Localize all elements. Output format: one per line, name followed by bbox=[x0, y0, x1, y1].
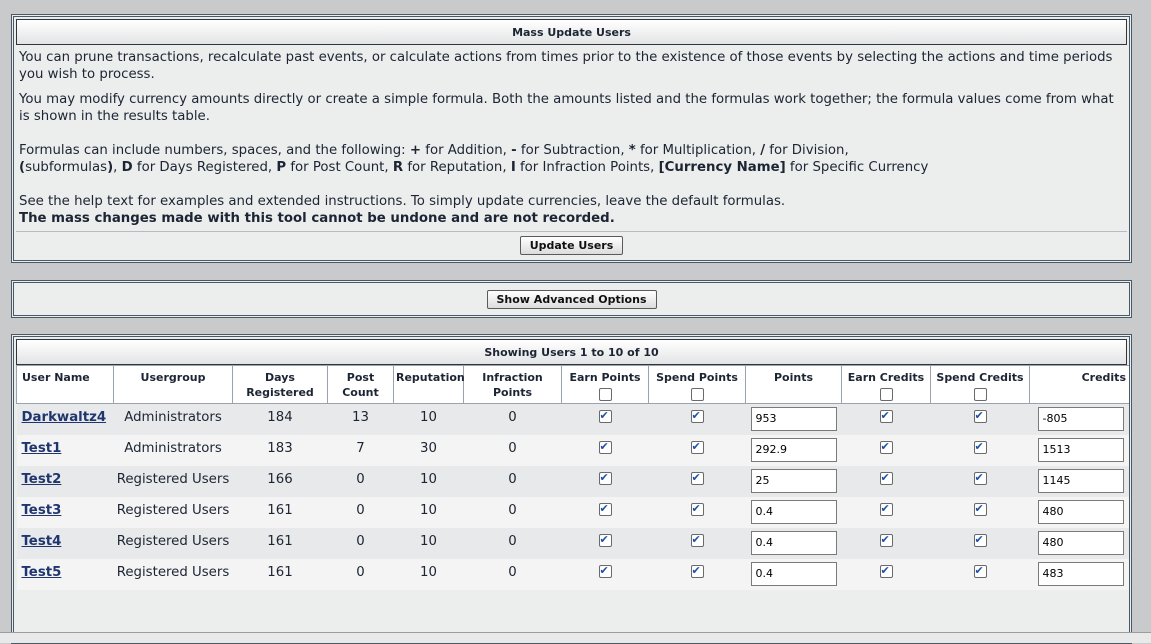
earn-points-cell bbox=[562, 435, 649, 466]
spend-points-cell bbox=[649, 403, 746, 435]
spend-points-cell bbox=[649, 497, 746, 528]
points-input[interactable] bbox=[751, 438, 837, 462]
usergroup-cell: Registered Users bbox=[114, 559, 233, 590]
spend-credits-cell bbox=[931, 466, 1030, 497]
table-row bbox=[17, 559, 1132, 590]
users-table bbox=[16, 365, 1132, 590]
user-name-link[interactable]: Test2 bbox=[21, 471, 62, 487]
spend-credits-cell bbox=[931, 559, 1030, 590]
earn-credits-cell bbox=[842, 435, 931, 466]
credits-input[interactable] bbox=[1038, 531, 1124, 555]
earn-points-cell bbox=[562, 403, 649, 435]
user-name-link[interactable]: Test1 bbox=[21, 440, 62, 456]
help-paragraph bbox=[19, 193, 1123, 227]
reputation-cell: 10 bbox=[394, 466, 464, 497]
col-infraction-points: Infraction Points bbox=[464, 366, 562, 404]
infraction-points-cell: 0 bbox=[464, 403, 562, 435]
infraction-points-cell: 0 bbox=[464, 466, 562, 497]
spend-credits-checkbox[interactable] bbox=[974, 441, 987, 454]
col-spend-credits: Spend Credits bbox=[931, 366, 1030, 404]
earn-credits-cell bbox=[842, 403, 931, 435]
earn-credits-checkbox[interactable] bbox=[880, 472, 893, 485]
post-count-cell: 0 bbox=[328, 559, 394, 590]
user-name-link[interactable]: Test4 bbox=[21, 533, 62, 549]
spend-credits-cell bbox=[931, 435, 1030, 466]
spend-credits-checkbox[interactable] bbox=[974, 410, 987, 423]
user-name-link[interactable]: Test3 bbox=[21, 502, 62, 518]
days-registered-cell: 166 bbox=[233, 466, 328, 497]
reputation-cell: 10 bbox=[394, 403, 464, 435]
days-registered-cell: 161 bbox=[233, 528, 328, 559]
spend-points-checkbox[interactable] bbox=[691, 565, 704, 578]
credits-cell bbox=[1030, 403, 1132, 435]
earn-points-cell bbox=[562, 559, 649, 590]
points-cell bbox=[746, 497, 842, 528]
points-input[interactable] bbox=[751, 531, 837, 555]
reputation-cell: 10 bbox=[394, 528, 464, 559]
spend-credits-checkbox[interactable] bbox=[974, 534, 987, 547]
spend-credits-checkbox[interactable] bbox=[974, 503, 987, 516]
earn-points-cell bbox=[562, 497, 649, 528]
col-spend-points: Spend Points bbox=[649, 366, 746, 404]
user-name-cell bbox=[17, 466, 114, 497]
usergroup-cell: Registered Users bbox=[114, 528, 233, 559]
table-row bbox=[17, 497, 1132, 528]
table-row bbox=[17, 528, 1132, 559]
help-text: See the help text for examples and extended instructions. To simply update currencies, leave the default formulas. bbox=[19, 194, 786, 209]
infraction-points-cell: 0 bbox=[464, 559, 562, 590]
update-users-button[interactable]: Update Users bbox=[520, 236, 624, 255]
infraction-points-cell: 0 bbox=[464, 497, 562, 528]
reputation-cell: 10 bbox=[394, 497, 464, 528]
credits-input[interactable] bbox=[1038, 469, 1124, 493]
mass-update-panel bbox=[11, 14, 1132, 263]
spend-points-checkbox[interactable] bbox=[691, 410, 704, 423]
reputation-cell: 10 bbox=[394, 559, 464, 590]
intro-paragraph: You can prune transactions, recalculate past events, or calculate actions from times prior to the existence of those events by selecting the actions and time periods you wish to process. bbox=[19, 50, 1113, 82]
credits-input[interactable] bbox=[1038, 562, 1124, 586]
days-registered-cell: 184 bbox=[233, 403, 328, 435]
credits-cell bbox=[1030, 559, 1132, 590]
reputation-cell: 30 bbox=[394, 435, 464, 466]
col-usergroup: Usergroup bbox=[114, 366, 233, 404]
spend-credits-all-checkbox[interactable] bbox=[974, 388, 987, 401]
user-name-cell bbox=[17, 497, 114, 528]
horizontal-scrollbar[interactable] bbox=[0, 632, 1151, 643]
credits-cell bbox=[1030, 497, 1132, 528]
formula-paragraph: Formulas can include numbers, spaces, and the following: + for Addition, - for Subtraction, * for Multiplication, / for Division, (subformulas), D for Days Registered, P for Post Count, R for Reputation, I for Infraction Points, [Currency Name] for Specific Currency bbox=[19, 143, 929, 175]
spend-points-checkbox[interactable] bbox=[691, 472, 704, 485]
days-registered-cell: 161 bbox=[233, 497, 328, 528]
spend-points-checkbox[interactable] bbox=[691, 534, 704, 547]
col-credits: Credits bbox=[1030, 366, 1132, 404]
spend-credits-cell bbox=[931, 497, 1030, 528]
mass-update-title: Mass Update Users bbox=[16, 19, 1127, 45]
results-panel bbox=[11, 334, 1132, 644]
advanced-options-panel bbox=[11, 280, 1132, 318]
instructions bbox=[14, 45, 1129, 227]
update-button-row bbox=[16, 231, 1127, 258]
earn-credits-checkbox[interactable] bbox=[880, 534, 893, 547]
spend-points-cell bbox=[649, 466, 746, 497]
points-input[interactable] bbox=[751, 469, 837, 493]
col-earn-credits: Earn Credits bbox=[842, 366, 931, 404]
earn-points-all-checkbox[interactable] bbox=[599, 388, 612, 401]
points-cell bbox=[746, 435, 842, 466]
spend-points-cell bbox=[649, 528, 746, 559]
points-input[interactable] bbox=[751, 562, 837, 586]
spend-points-cell bbox=[649, 559, 746, 590]
earn-points-checkbox[interactable] bbox=[599, 534, 612, 547]
spend-points-all-checkbox[interactable] bbox=[691, 388, 704, 401]
earn-credits-checkbox[interactable] bbox=[880, 441, 893, 454]
days-registered-cell: 183 bbox=[233, 435, 328, 466]
spend-points-cell bbox=[649, 435, 746, 466]
credits-input[interactable] bbox=[1038, 438, 1124, 462]
usergroup-cell: Administrators bbox=[114, 435, 233, 466]
points-input[interactable] bbox=[751, 407, 837, 431]
usergroup-cell: Registered Users bbox=[114, 466, 233, 497]
advanced-button-row bbox=[16, 283, 1127, 315]
points-cell bbox=[746, 403, 842, 435]
earn-credits-all-checkbox[interactable] bbox=[880, 388, 893, 401]
points-input[interactable] bbox=[751, 500, 837, 524]
warning-text: The mass changes made with this tool cannot be undone and are not recorded. bbox=[19, 211, 615, 226]
col-earn-points: Earn Points bbox=[562, 366, 649, 404]
col-days-registered: Days Registered bbox=[233, 366, 328, 404]
users-table-body bbox=[17, 403, 1132, 590]
earn-credits-cell bbox=[842, 528, 931, 559]
earn-credits-cell bbox=[842, 559, 931, 590]
post-count-cell: 7 bbox=[328, 435, 394, 466]
table-row bbox=[17, 403, 1132, 435]
earn-credits-checkbox[interactable] bbox=[880, 410, 893, 423]
user-name-cell bbox=[17, 435, 114, 466]
user-name-cell bbox=[17, 528, 114, 559]
points-cell bbox=[746, 466, 842, 497]
spend-credits-cell bbox=[931, 528, 1030, 559]
usergroup-cell: Administrators bbox=[114, 403, 233, 435]
table-row bbox=[17, 435, 1132, 466]
spend-credits-cell bbox=[931, 403, 1030, 435]
earn-points-checkbox[interactable] bbox=[599, 472, 612, 485]
user-name-link[interactable]: Test5 bbox=[21, 564, 62, 580]
earn-points-checkbox[interactable] bbox=[599, 565, 612, 578]
earn-credits-cell bbox=[842, 466, 931, 497]
earn-credits-checkbox[interactable] bbox=[880, 503, 893, 516]
spend-credits-checkbox[interactable] bbox=[974, 565, 987, 578]
credits-cell bbox=[1030, 435, 1132, 466]
earn-points-checkbox[interactable] bbox=[599, 503, 612, 516]
spend-points-checkbox[interactable] bbox=[691, 441, 704, 454]
post-count-cell: 13 bbox=[328, 403, 394, 435]
post-count-cell: 0 bbox=[328, 466, 394, 497]
earn-points-checkbox[interactable] bbox=[599, 441, 612, 454]
earn-credits-checkbox[interactable] bbox=[880, 565, 893, 578]
col-reputation: Reputation bbox=[394, 366, 464, 404]
earn-points-cell bbox=[562, 466, 649, 497]
user-name-cell bbox=[17, 403, 114, 435]
usergroup-cell: Registered Users bbox=[114, 497, 233, 528]
results-title: Showing Users 1 to 10 of 10 bbox=[16, 339, 1127, 365]
points-cell bbox=[746, 559, 842, 590]
earn-credits-cell bbox=[842, 497, 931, 528]
earn-points-cell bbox=[562, 528, 649, 559]
infraction-points-cell: 0 bbox=[464, 435, 562, 466]
credits-input[interactable] bbox=[1038, 407, 1124, 431]
credits-input[interactable] bbox=[1038, 500, 1124, 524]
post-count-cell: 0 bbox=[328, 497, 394, 528]
currency-paragraph: You may modify currency amounts directly or create a simple formula. Both the amounts listed and the formulas work together; the formula values come from what is shown in the results table. bbox=[19, 92, 1114, 124]
post-count-cell: 0 bbox=[328, 528, 394, 559]
earn-points-checkbox[interactable] bbox=[599, 410, 612, 423]
col-user-name: User Name bbox=[17, 366, 114, 404]
col-post-count: Post Count bbox=[328, 366, 394, 404]
credits-cell bbox=[1030, 528, 1132, 559]
spend-points-checkbox[interactable] bbox=[691, 503, 704, 516]
credits-cell bbox=[1030, 466, 1132, 497]
infraction-points-cell: 0 bbox=[464, 528, 562, 559]
user-name-link[interactable]: Darkwaltz4 bbox=[21, 409, 107, 425]
spend-credits-checkbox[interactable] bbox=[974, 472, 987, 485]
days-registered-cell: 161 bbox=[233, 559, 328, 590]
col-points: Points bbox=[746, 366, 842, 404]
table-header-row bbox=[17, 366, 1132, 404]
table-row bbox=[17, 466, 1132, 497]
user-name-cell bbox=[17, 559, 114, 590]
points-cell bbox=[746, 528, 842, 559]
show-advanced-options-button[interactable]: Show Advanced Options bbox=[487, 290, 657, 309]
